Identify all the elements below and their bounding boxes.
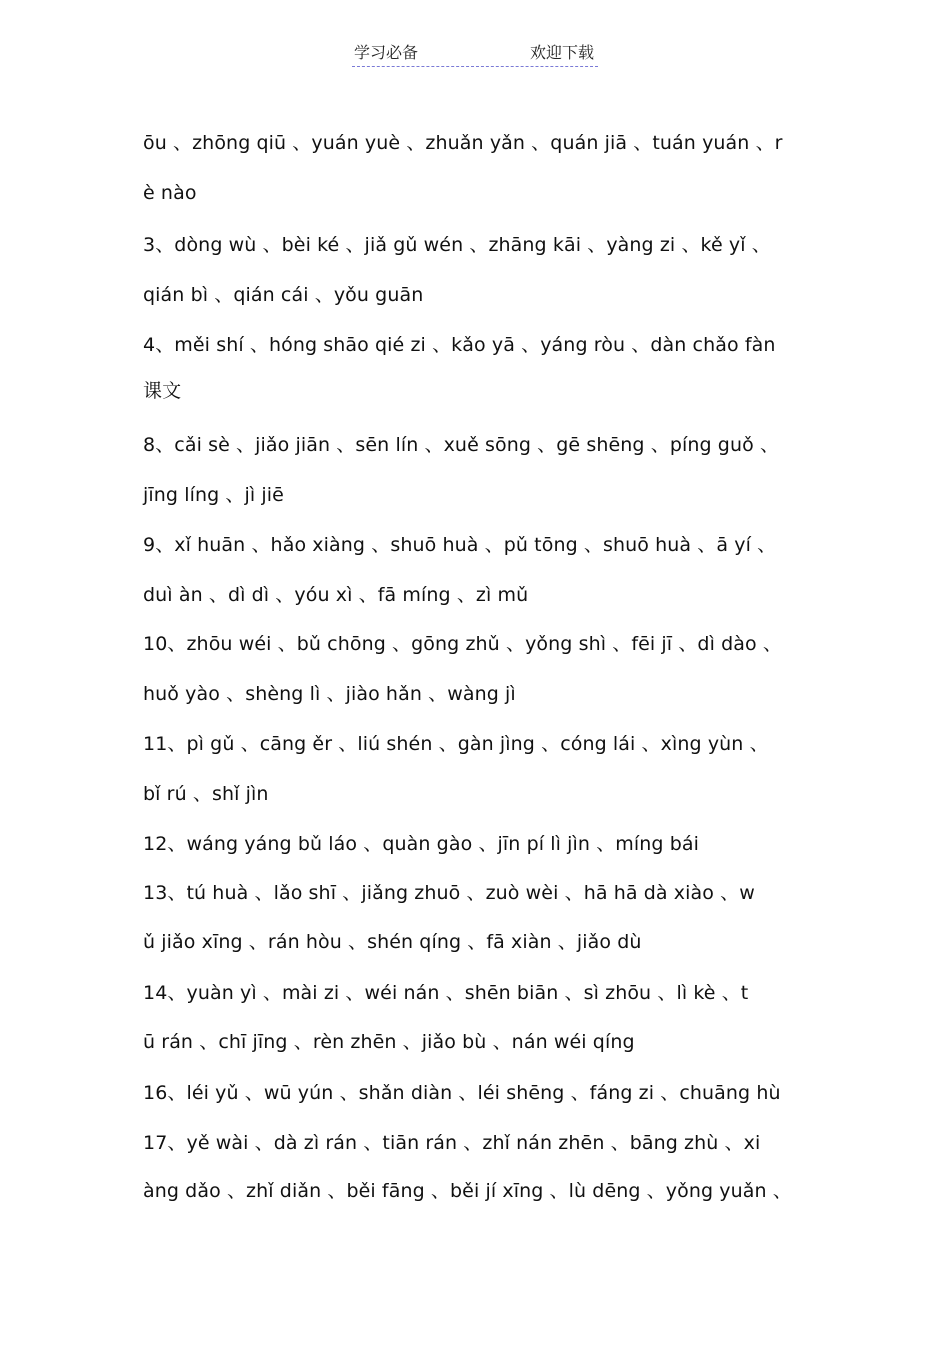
text-line: qián bì 、qián cái 、yǒu guān — [143, 284, 424, 306]
text-line: 13、tú huà 、lǎo shī 、jiǎng zhuō 、zuò wèi 、hā hā dà xiào 、w — [143, 882, 755, 904]
text-line: 16、léi yǔ 、wū yún 、shǎn diàn 、léi shēng 、fáng zi 、chuāng hù — [143, 1082, 781, 1104]
text-line: ū rán 、chī jīng 、rèn zhēn 、jiǎo bù 、nán wéi qíng — [143, 1031, 635, 1053]
text-line: 8、cǎi sè 、jiǎo jiān 、sēn lín 、xuě sōng 、gē shēng 、píng guǒ 、 — [143, 434, 780, 456]
text-line: 9、xǐ huān 、hǎo xiàng 、shuō huà 、pǔ tōng 、shuō huà 、ā yí 、 — [143, 534, 777, 556]
text-line: 12、wáng yáng bǔ láo 、quàn gào 、jīn pí lì jìn 、míng bái — [143, 833, 700, 855]
text-line: 14、yuàn yì 、mài zi 、wéi nán 、shēn biān 、sì zhōu 、lì kè 、t — [143, 982, 749, 1004]
section-heading: 课文 — [143, 380, 182, 402]
header-left-text: 学习必备 — [354, 43, 419, 62]
text-line: 11、pì gǔ 、cāng ěr 、liú shén 、gàn jìng 、cóng lái 、xìng yùn 、 — [143, 733, 769, 755]
text-line: 17、yě wài 、dà zì rán 、tiān rán 、zhǐ nán zhēn 、bāng zhù 、xi — [143, 1132, 761, 1154]
text-line: duì àn 、dì dì 、yóu xì 、fā míng 、zì mǔ — [143, 584, 529, 606]
text-line: huǒ yào 、shèng lì 、jiào hǎn 、wàng jì — [143, 683, 516, 705]
text-line: ǔ jiǎo xīng 、rán hòu 、shén qíng 、fā xiàn 、jiǎo dù — [143, 931, 642, 953]
text-line: ōu 、zhōng qiū 、yuán yuè 、zhuǎn yǎn 、quán jiā 、tuán yuán 、r — [143, 132, 783, 154]
text-line: 4、měi shí 、hóng shāo qié zi 、kǎo yā 、yáng ròu 、dàn chǎo fàn — [143, 334, 776, 356]
text-line: è nào — [143, 182, 197, 204]
page-header — [352, 40, 598, 67]
text-line: jīng líng 、jì jiē — [143, 484, 284, 506]
text-line: bǐ rú 、shǐ jìn — [143, 783, 269, 805]
text-line: àng dǎo 、zhǐ diǎn 、běi fāng 、běi jí xīng 、lù dēng 、yǒng yuǎn 、 — [143, 1180, 792, 1202]
text-line: 3、dòng wù 、bèi ké 、jiǎ gǔ wén 、zhāng kāi 、yàng zi 、kě yǐ 、 — [143, 234, 771, 256]
header-right-text: 欢迎下载 — [529, 43, 594, 62]
text-line: 10、zhōu wéi 、bǔ chōng 、gōng zhǔ 、yǒng shì 、fēi jī 、dì dào 、 — [143, 633, 782, 655]
